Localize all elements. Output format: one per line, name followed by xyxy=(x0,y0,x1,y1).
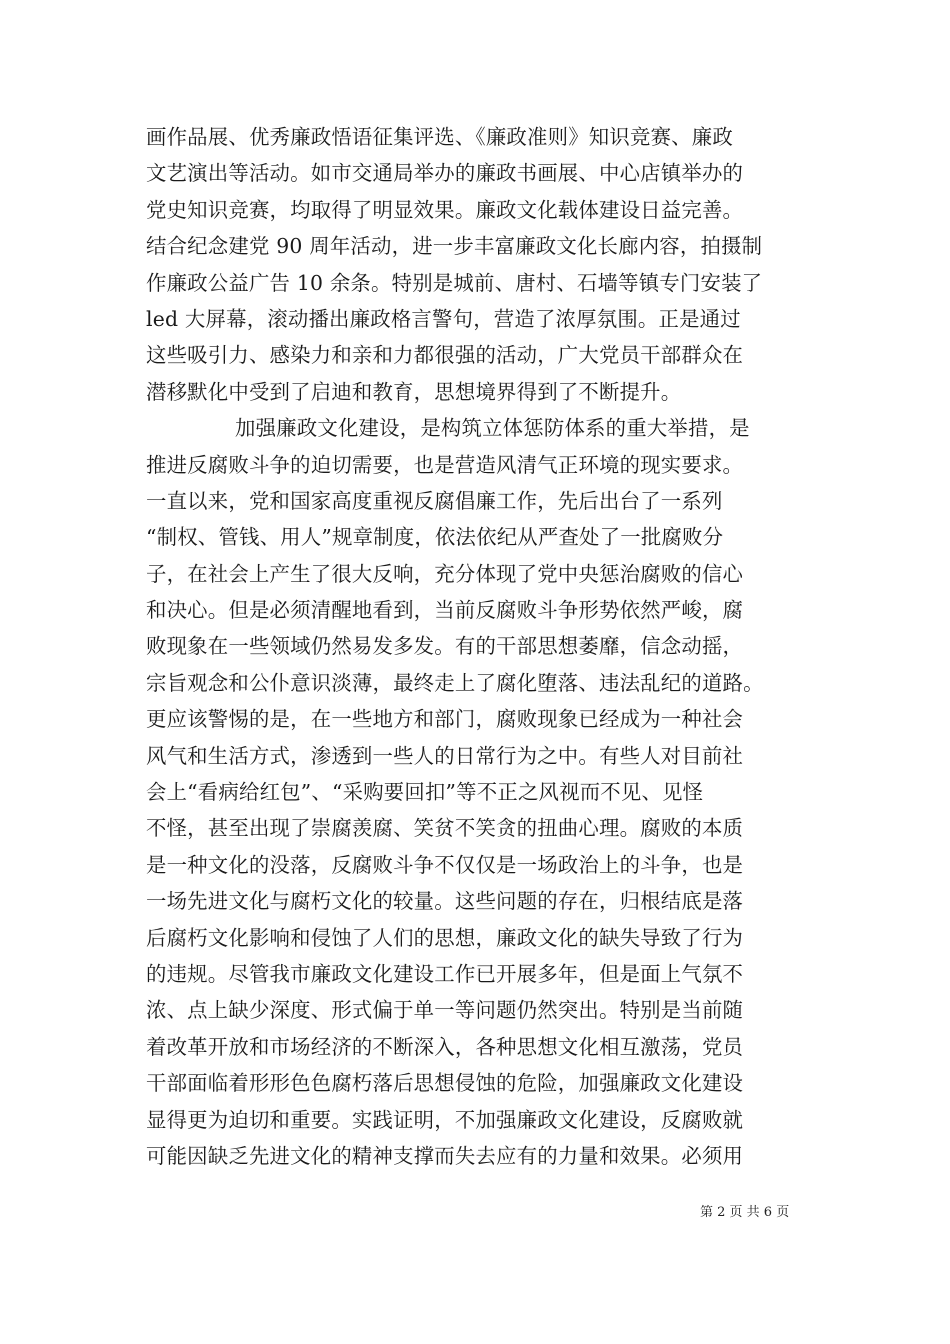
text-line: 干部面临着形形色色腐朽落后思想侵蚀的危险，加强廉政文化建设 xyxy=(146,1071,744,1096)
text-line: 作廉政公益广告 10 余条。特别是城前、唐村、石墙等镇专门安装了 xyxy=(146,270,763,295)
text-line: 更应该警惕的是，在一些地方和部门，腐败现象已经成为一种社会 xyxy=(146,707,744,732)
text-line: 结合纪念建党 90 周年活动，进一步丰富廉政文化长廊内容，拍摄制 xyxy=(146,234,763,259)
text-line: 风气和生活方式，渗透到一些人的日常行为之中。有些人对目前社 xyxy=(146,743,744,768)
text-line: 宗旨观念和公仆意识淡薄，最终走上了腐化堕落、违法乱纪的道路。 xyxy=(146,670,764,695)
text-line: 推进反腐败斗争的迫切需要，也是营造风清气正环境的现实要求。 xyxy=(146,452,744,477)
text-line: led 大屏幕，滚动播出廉政格言警句，营造了浓厚氛围。正是通过 xyxy=(146,306,741,331)
paragraph-start-line: 加强廉政文化建设，是构筑立体惩防体系的重大举措，是 xyxy=(235,416,750,441)
text-line: 和决心。但是必须清醒地看到，当前反腐败斗争形势依然严峻，腐 xyxy=(146,598,744,623)
text-line: 不怪，甚至出现了崇腐羡腐、笑贫不笑贪的扭曲心理。腐败的本质 xyxy=(146,816,744,841)
text-line: 画作品展、优秀廉政悟语征集评选、《廉政准则》知识竞赛、廉政 xyxy=(146,125,733,149)
text-line: 可能因缺乏先进文化的精神支撑而失去应有的力量和效果。必须用 xyxy=(146,1143,744,1168)
text-line: 文艺演出等活动。如市交通局举办的廉政书画展、中心店镇举办的 xyxy=(146,161,744,186)
text-line: 潜移默化中受到了启迪和教育，思想境界得到了不断提升。 xyxy=(146,379,682,404)
text-line: 这些吸引力、感染力和亲和力都很强的活动，广大党员干部群众在 xyxy=(146,343,744,368)
text-line: 党史知识竞赛，均取得了明显效果。廉政文化载体建设日益完善。 xyxy=(146,197,744,222)
page-number-footer: 第 2 页 共 6 页 xyxy=(700,1205,790,1220)
text-line: “制权、管钱、用人”规章制度，依法依纪从严查处了一批腐败分 xyxy=(146,525,724,550)
text-line: 会上“看病给红包”、“采购要回扣”等不正之风视而不见、见怪 xyxy=(146,780,704,805)
text-line: 显得更为迫切和重要。实践证明，不加强廉政文化建设，反腐败就 xyxy=(146,1107,744,1132)
text-line: 是一种文化的没落，反腐败斗争不仅仅是一场政治上的斗争，也是 xyxy=(146,852,744,877)
text-line: 败现象在一些领域仍然易发多发。有的干部思想萎靡，信念动摇， xyxy=(146,634,744,659)
text-line: 子，在社会上产生了很大反响，充分体现了党中央惩治腐败的信心 xyxy=(146,561,744,586)
text-line: 一场先进文化与腐朽文化的较量。这些问题的存在，归根结底是落 xyxy=(146,889,744,914)
text-line: 浓、点上缺少深度、形式偏于单一等问题仍然突出。特别是当前随 xyxy=(146,998,744,1023)
text-line: 后腐朽文化影响和侵蚀了人们的思想，廉政文化的缺失导致了行为 xyxy=(146,925,744,950)
body-text xyxy=(146,119,811,1174)
text-line: 一直以来，党和国家高度重视反腐倡廉工作，先后出台了一系列 xyxy=(146,488,723,513)
text-line: 着改革开放和市场经济的不断深入，各种思想文化相互激荡，党员 xyxy=(146,1034,744,1059)
text-line: 的违规。尽管我市廉政文化建设工作已开展多年，但是面上气氛不 xyxy=(146,961,744,986)
